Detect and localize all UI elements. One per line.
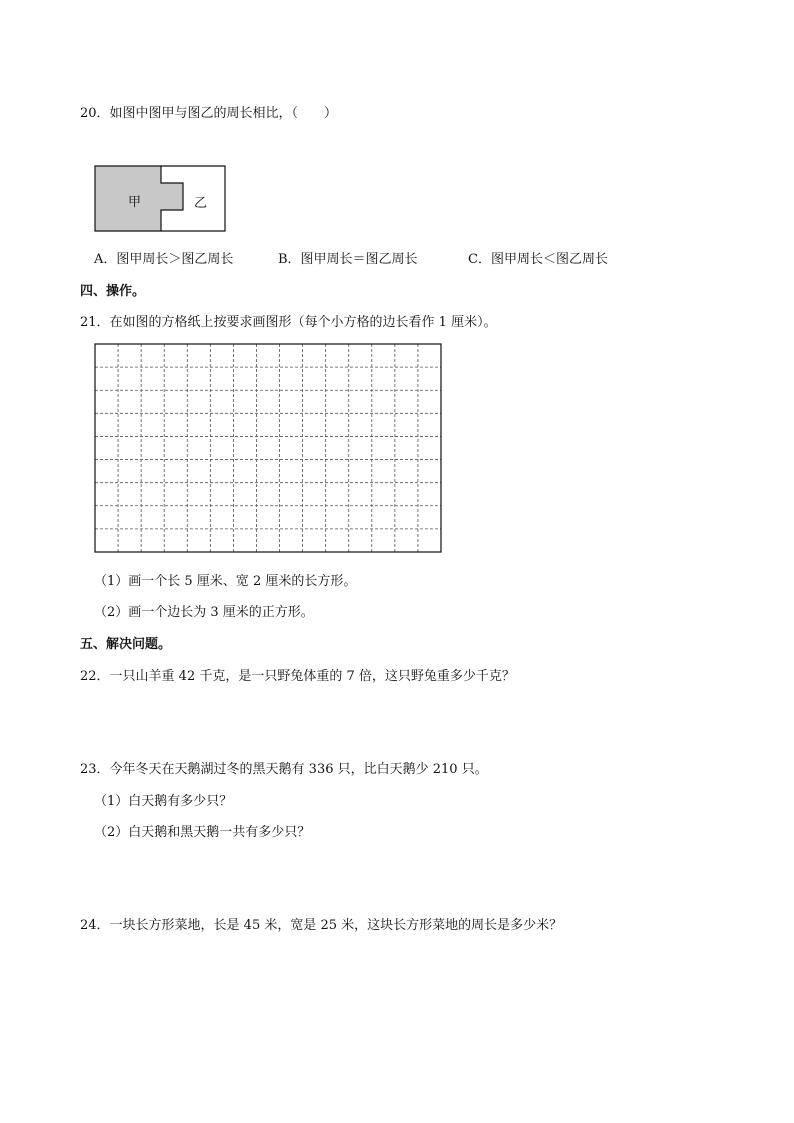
q21-grid: [94, 343, 442, 557]
q23-stem: 23．今年冬天在天鹅湖过冬的黑天鹅有 336 只，比白天鹅少 210 只。: [80, 762, 488, 777]
q24-stem: 24．一块长方形菜地，长是 45 米，宽是 25 米，这块长方形菜地的周长是多少米？: [80, 918, 563, 933]
q21-sub2: （2）画一个边长为 3 厘米的正方形。: [94, 605, 314, 620]
q21-sub1: （1）画一个长 5 厘米、宽 2 厘米的长方形。: [94, 574, 357, 589]
grid-border: [95, 344, 441, 552]
q20-figure: [94, 165, 228, 237]
q20-stem: 20．如图中图甲与图乙的周长相比，（ ）: [80, 106, 338, 121]
label-yi: 乙: [194, 196, 208, 211]
grid-paper: [94, 343, 442, 553]
q20-option-b: B．图甲周长＝图乙周长: [278, 252, 418, 267]
q21-stem: 21．在如图的方格纸上按要求画图形（每个小方格的边长看作 1 厘米）。: [80, 315, 497, 330]
q22-stem: 22．一只山羊重 42 千克，是一只野兔体重的 7 倍，这只野兔重多少千克？: [80, 669, 515, 684]
label-jia: 甲: [128, 195, 142, 210]
q20-option-c: C．图甲周长＜图乙周长: [468, 252, 608, 267]
section4-title: 四、操作。: [80, 284, 146, 299]
q20-figure-svg: [94, 165, 228, 233]
section5-title: 五、解决问题。: [80, 637, 172, 652]
q23-sub2: （2）白天鹅和黑天鹅一共有多少只？: [94, 825, 311, 840]
q20-option-a: A．图甲周长＞图乙周长: [94, 252, 234, 267]
q23-sub1: （1）白天鹅有多少只？: [94, 794, 233, 809]
